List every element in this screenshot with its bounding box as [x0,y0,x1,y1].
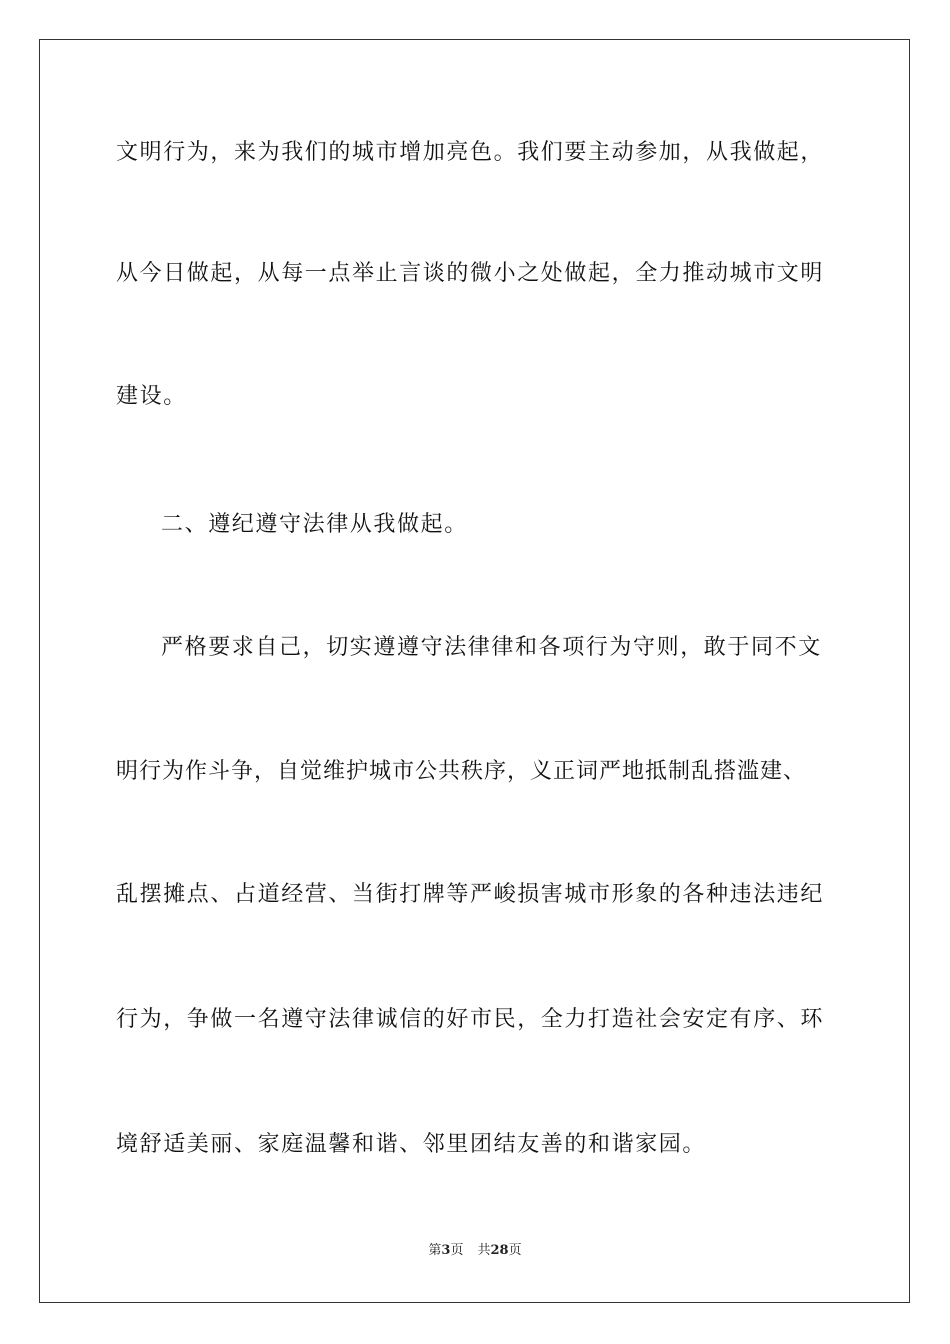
text-line-9: 境舒适美丽、家庭温馨和谐、邻里团结友善的和谐家园。 [116,1132,707,1157]
page-footer [0,1243,950,1259]
total-prefix: 共 [477,1243,491,1258]
section-heading: 二、遵纪遵守法律从我做起。 [161,512,468,537]
page-number: 3 [441,1243,451,1258]
text-line-3: 建设。 [116,384,187,409]
total-suffix: 页 [508,1243,522,1258]
page-prefix: 第 [428,1243,442,1258]
text-line-1: 文明行为，来为我们的城市增加亮色。我们要主动参加，从我做起， [116,140,825,165]
page-border [39,39,910,1303]
text-line-8: 行为，争做一名遵守法律诚信的好市民，全力打造社会安定有序、环 [116,1007,825,1032]
text-line-5: 严格要求自己，切实遵遵守法律律和各项行为守则，敢于同不文 [161,635,822,660]
text-line-7: 乱摆摊点、占道经营、当街打牌等严峻损害城市形象的各种违法违纪 [116,882,825,907]
text-line-6: 明行为作斗争，自觉维护城市公共秩序，义正词严地抵制乱搭滥建、 [116,759,807,784]
total-pages: 28 [490,1243,509,1258]
page-suffix: 页 [450,1243,464,1258]
text-line-2: 从今日做起，从每一点举止言谈的微小之处做起，全力推动城市文明 [116,261,825,286]
